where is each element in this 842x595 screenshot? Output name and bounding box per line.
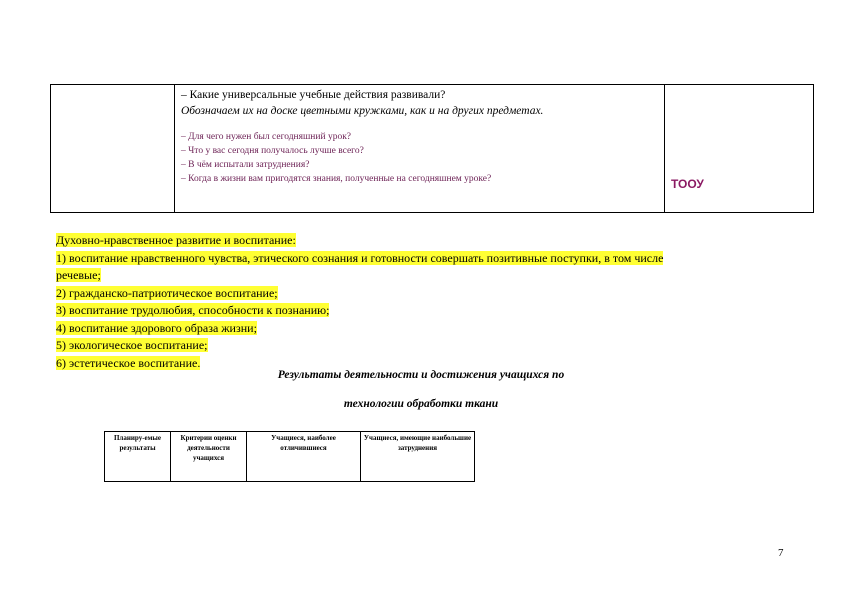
results-title-line1: Результаты деятельности и достижения учащихся по: [277, 369, 565, 381]
list-item: 1) воспитание нравственного чувства, этического сознания и готовности совершать позитивные поступки, в том числе: [56, 250, 664, 265]
header-criteria: Критерии оценки деятельности учащихся: [171, 432, 247, 482]
list-item: 6) эстетическое воспитание.: [56, 355, 201, 370]
page-number: 7: [778, 547, 784, 559]
results-title-line2: технологии обработки ткани: [343, 398, 499, 410]
results-table: [104, 431, 475, 482]
table-cell-empty: [51, 85, 175, 212]
lesson-reflection-table: [50, 84, 814, 213]
header-distinguished: Учащиеся, наиболее отличившиеся: [247, 432, 361, 482]
list-item: – Для чего нужен был сегодняшний урок?: [181, 132, 352, 142]
list-item: – Когда в жизни вам пригодятся знания, полученные на сегодняшнем уроке?: [181, 174, 492, 184]
list-item: 4) воспитание здорового образа жизни;: [56, 320, 257, 335]
values-block: [56, 232, 776, 372]
table-cell-right: [665, 85, 813, 212]
list-item: – В чём испытали затруднения?: [181, 160, 310, 170]
table-cell-reflection: [175, 85, 665, 212]
list-item: 5) экологическое воспитание;: [56, 338, 208, 352]
uud-question: – Какие универсальные учебные действия развивали?: [181, 89, 446, 101]
list-item: – Что у вас сегодня получалось лучше всего?: [181, 146, 364, 156]
reflection-questions: [181, 130, 658, 186]
header-difficulties: Учащиеся, имеющие наибольшие затруднения: [361, 432, 475, 482]
table-row: [105, 432, 475, 482]
values-heading: Духовно-нравственное развитие и воспитание:: [56, 233, 296, 247]
list-item: речевые;: [56, 268, 101, 282]
list-item: 2) гражданско-патриотическое воспитание;: [56, 285, 278, 300]
toou-label: ТООУ: [671, 177, 704, 191]
list-item: 3) воспитание трудолюбия, способности к познанию;: [56, 303, 330, 317]
board-instruction: Обозначаем их на доске цветными кружками, как и на других предметах.: [181, 105, 544, 117]
header-planned-results: Планиру-емые результаты: [105, 432, 171, 482]
